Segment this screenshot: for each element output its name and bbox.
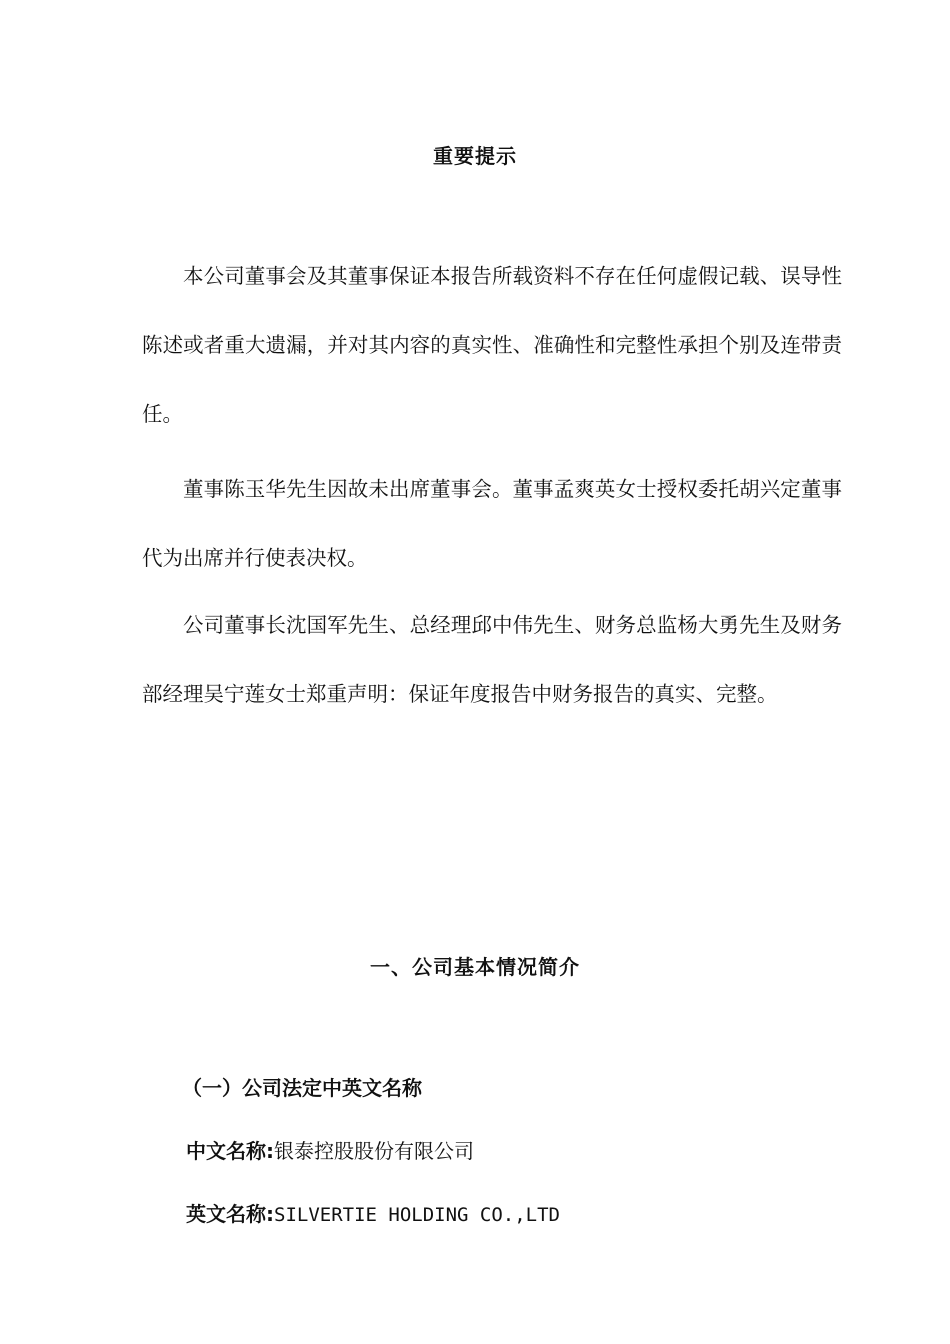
notice-title: 重要提示	[433, 144, 517, 168]
english-name-label: 英文名称:	[186, 1202, 274, 1226]
chinese-name-label: 中文名称:	[186, 1139, 274, 1163]
chinese-name-value: 银泰控股股份有限公司	[274, 1139, 474, 1163]
subsection-title: （一）公司法定中英文名称	[182, 1076, 422, 1100]
section-title: 一、公司基本情况简介	[370, 955, 580, 979]
english-name-value: SILVERTIE HOLDING CO.,LTD	[274, 1204, 560, 1226]
notice-paragraph-2: 董事陈玉华先生因故未出席董事会。董事孟爽英女士授权委托胡兴定董事代为出席并行使表决权。	[142, 477, 842, 570]
chinese-name-row	[186, 1135, 474, 1164]
english-name-row	[186, 1198, 560, 1227]
notice-paragraph-3: 公司董事长沈国军先生、总经理邱中伟先生、财务总监杨大勇先生及财务部经理吴宁莲女士郑重声明：保证年度报告中财务报告的真实、完整。	[142, 613, 842, 706]
notice-paragraph-1: 本公司董事会及其董事保证本报告所载资料不存在任何虚假记载、误导性陈述或者重大遗漏，并对其内容的真实性、准确性和完整性承担个别及连带责任。	[142, 264, 842, 426]
